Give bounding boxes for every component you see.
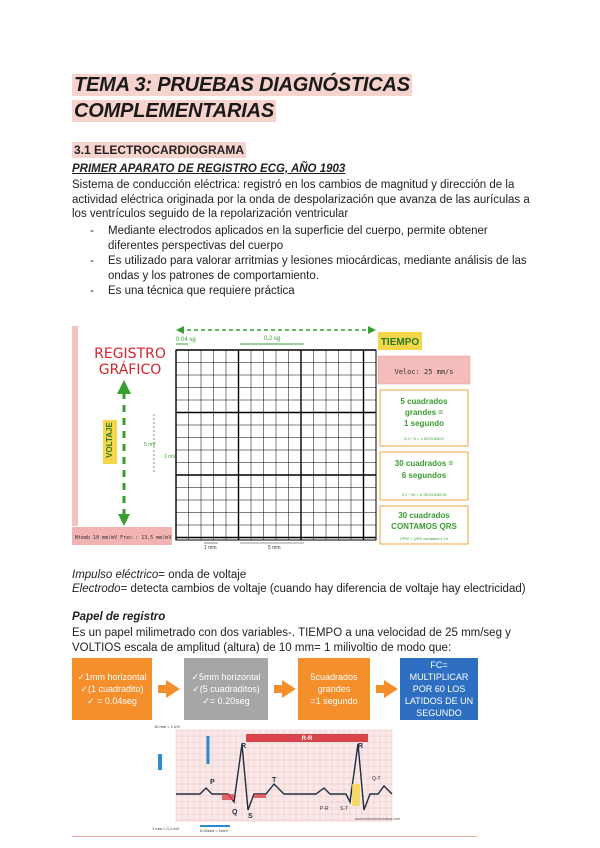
flow-box-fc-line-4: SEGUNDO: [416, 708, 462, 718]
flow-box-5mm-line-3: ✓= 0.20seg: [202, 696, 250, 706]
papel-heading: Papel de registro: [72, 611, 166, 623]
s-wave-label: S: [248, 813, 253, 820]
flow-box-seconds-line-1: 5cuadrados: [310, 672, 358, 682]
five-mm-label: 5 mm: [268, 545, 281, 550]
arrow-right-icon: [282, 680, 296, 698]
qt-label: Q-T: [372, 776, 381, 782]
flow-box-1mm-line-1: ✓1mm horizontal: [77, 672, 147, 682]
flow-box-5mm-line-2: ✓(5 cuadraditos): [192, 684, 260, 694]
footer-settings: Ntemb 10 mm/mV Frec.: 13,5 mm/mV: [75, 535, 172, 541]
electrodo-line: [72, 582, 526, 596]
one-mv-label: 1 mV: [164, 454, 176, 460]
flow-box-seconds-line-3: =1 segundo: [310, 696, 358, 706]
impulso-term: Impulso eléctrico: [72, 569, 159, 581]
five-mv-label: 5 mV: [144, 442, 156, 448]
qrs-highlight: [352, 784, 360, 806]
r-wave-label-2: R: [358, 743, 364, 750]
ecg-paper-figure: [72, 322, 472, 550]
info-box-1-line-3: 1 segundo: [403, 419, 445, 428]
flow-box-fc-line-1: FC= MULTIPLICAR: [409, 660, 469, 682]
flow-diagram: [72, 658, 482, 722]
flow-box-5mm-line-1: ✓5mm horizontal: [191, 672, 261, 682]
st-label: S-T: [340, 806, 349, 812]
intro-line-3: los ventrículos seguido de la repolarización ventricular: [72, 208, 349, 220]
top-scale-label: 10 mm = 1 mV: [154, 724, 181, 729]
big-square-time: 0,2 sg: [263, 336, 281, 342]
intro-line-1: Sistema de conducción eléctrica: registró en los cambios de magnitud y dirección de la: [72, 179, 515, 191]
rr-label: R-R: [301, 736, 313, 742]
flow-box-seconds-line-2: grandes: [317, 684, 351, 694]
info-box-2-line-1: 30 cuadrados =: [394, 459, 454, 468]
watermark: www.enfermeriacreativa.com: [355, 817, 400, 821]
flow-box-fc-line-3: LATIDOS DE UN: [404, 696, 474, 706]
one-mm-label: 1 mm: [204, 545, 217, 550]
q-wave-label: Q: [232, 809, 238, 816]
section-heading: 3.1 ELECTROCARDIOGRAMA: [74, 143, 245, 157]
info-box-1-line-2: grandes =: [404, 408, 444, 417]
velocity-label: Veloc: 25 mm/s: [394, 368, 454, 376]
papel-line-1: Es un papel milimetrado con dos variables-. TIEMPO a una velocidad de 25 mm/seg y: [72, 627, 511, 639]
info-box-1-note: 0,2 * 5 = 1 SEGUNDO: [404, 436, 444, 441]
r-wave-label-1: R: [241, 743, 247, 750]
tiempo-label: TIEMPO: [380, 337, 420, 348]
bullet-item: - Es utilizado para valorar arritmias y lesiones miocárdicas, mediante análisis de las ondas y los patrones de comportamiento.: [90, 254, 530, 283]
registro-label-2: GRÁFICO: [98, 362, 162, 378]
electrodo-term: Electrodo: [72, 583, 121, 595]
bullet-list: [90, 224, 530, 300]
arrow-right-icon: [166, 680, 180, 698]
title-line-2: COMPLEMENTARIAS: [74, 100, 274, 122]
pr-segment-highlight: [222, 794, 234, 800]
registro-label-1: REGISTRO: [94, 346, 166, 362]
info-box-2-line-2: 6 segundos: [401, 471, 447, 480]
papel-line-2: VOLTIOS escala de amplitud (altura) de 10 mm= 1 milivoltio de modo que:: [72, 641, 452, 654]
impulso-line: [72, 568, 246, 582]
bullet-item: - Es una técnica que requiere práctica: [90, 284, 530, 299]
flow-box-5mm: [184, 658, 268, 720]
time-scale-label: 0,04seg = 1mm: [200, 828, 228, 832]
impulso-def: = onda de voltaje: [158, 569, 247, 581]
scale-marker: [158, 754, 162, 770]
pr-label: P-R: [320, 806, 329, 812]
flow-box-fc: [400, 658, 478, 720]
p-wave-label: P: [210, 779, 215, 786]
ecg-grid: [176, 350, 376, 540]
title-line-1: TEMA 3: PRUEBAS DIAGNÓSTICAS: [74, 74, 410, 96]
st-segment-highlight: [254, 794, 266, 798]
subsection-heading: PRIMER APARATO DE REGISTRO ECG, AÑO 1903: [72, 163, 346, 175]
bullet-item: - Mediante electrodos aplicados en la superficie del cuerpo, permite obtener diferentes perspectivas del cuerpo: [90, 224, 530, 253]
arrow-right-icon: [384, 680, 398, 698]
intro-paragraph: [72, 178, 532, 222]
info-box-3-line-2: CONTAMOS QRS: [391, 522, 457, 531]
t-wave-label: T: [272, 777, 277, 784]
small-square-time: 0.04 sg: [176, 337, 196, 343]
bottom-scale-label: 1 mm = 0,1 mV: [152, 826, 180, 831]
flow-box-1mm: [72, 658, 152, 720]
info-box-3-note: CPM = QRS contados x 10: [399, 536, 449, 541]
info-box-1-line-1: 5 cuadrados: [400, 397, 448, 406]
flow-box-1mm-line-2: ✓(1 cuadradito): [80, 684, 144, 694]
footer-divider: [72, 836, 477, 837]
flow-box-fc-line-2: POR 60 LOS: [412, 684, 466, 694]
info-box-2-note: 0,2 * 30 = 6 SEGUNDOS: [401, 492, 447, 497]
papel-paragraph: [72, 626, 532, 655]
electrodo-def: = detecta cambios de voltaje (cuando hay diferencia de voltaje hay electricidad): [120, 583, 526, 595]
flow-box-seconds: [298, 658, 370, 720]
flow-box-1mm-line-3: ✓ = 0.04seg: [87, 696, 137, 706]
intro-line-2: actividad eléctrica originada por la onda de despolarización que avanza de las aurículas a: [72, 193, 530, 206]
voltaje-label: VOLTAJE: [105, 422, 114, 458]
ecg-waveform-figure: [150, 724, 400, 832]
info-box-3-line-1: 30 cuadrados: [398, 511, 450, 520]
page-title: [72, 72, 412, 124]
